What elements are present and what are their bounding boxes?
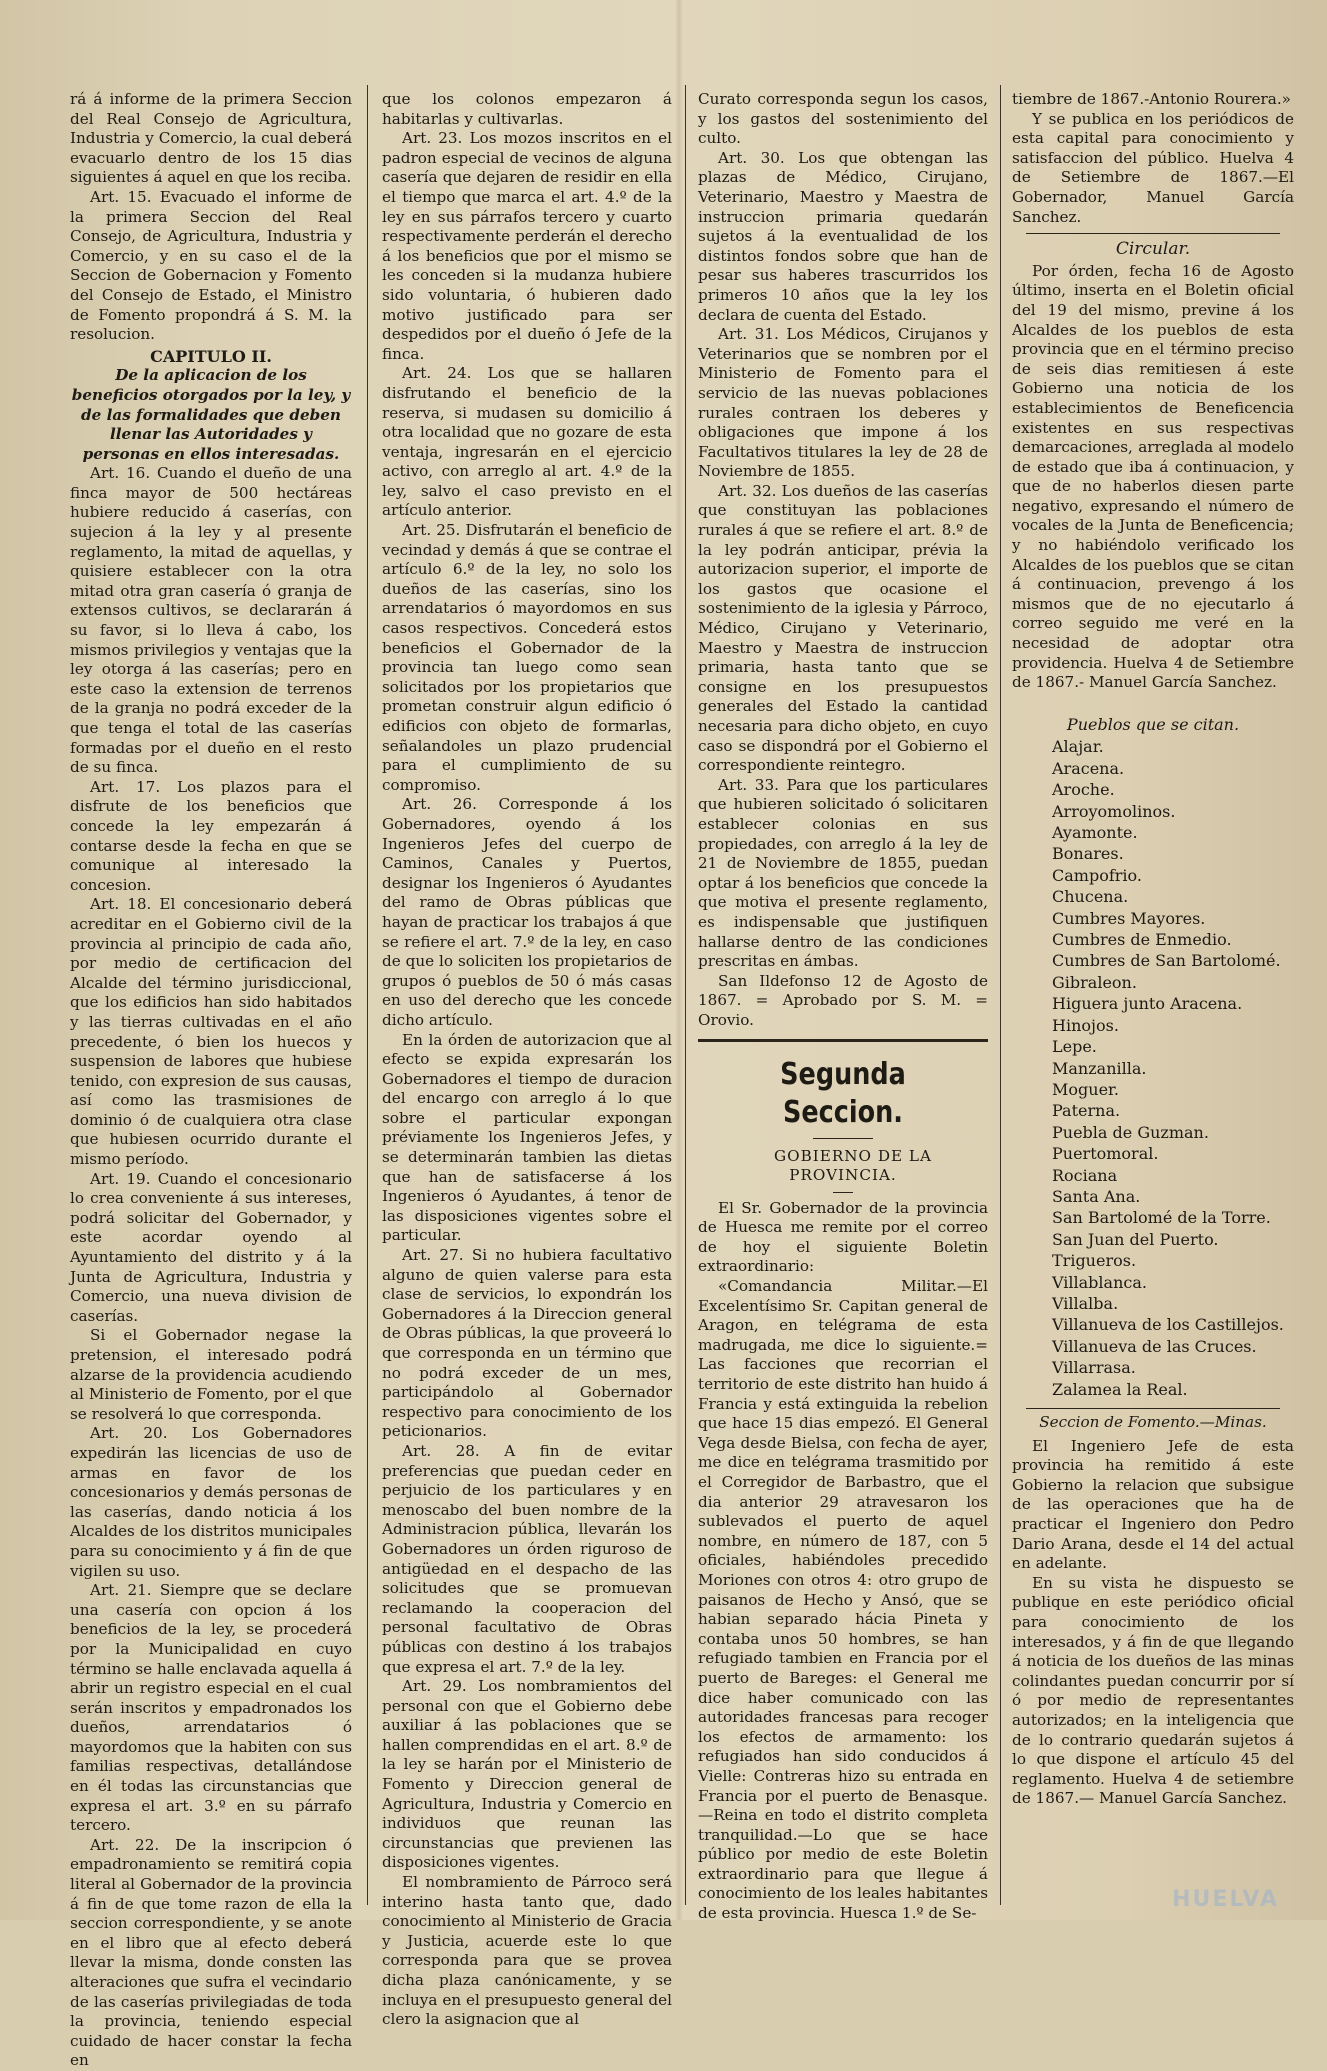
list-item: Santa Ana.: [1052, 1186, 1141, 1206]
chapter-subtitle: De la aplicacion de los beneficios otorgados por la ley, y de las formalidades que deben llenar las Autoridades y personas en ellos interesadas.: [71, 366, 351, 463]
list-item: Cumbres de Enmedio.: [1052, 930, 1232, 950]
paragraph: El Sr. Gobernador de la provincia de Huesca me remite por el correo de hoy el siguiente Boletin extraordinario:: [698, 1198, 988, 1276]
list-item: San Juan del Puerto.: [1052, 1229, 1219, 1249]
article-32: Art. 32. Los dueños de las caserías que constituyan las poblaciones rurales á que se refiere el art. 8.º de la ley podrán anticipar, prévia la autorizacion superior, el importe de los gastos que ocasione el sostenimiento de la iglesia y Párroco, Médico, Cirujano y Veterinario, Maestro y Maestra de instruccion primaria, hasta tanto que se consigne en los presupuestos generales del Estado la cantidad necesaria para dicho objeto, en cuyo caso se dispondrá por el Gobierno el correspondiente reintegro.: [698, 481, 988, 775]
article-31: Art. 31. Los Médicos, Cirujanos y Veterinarios que se nombren por el Ministerio de Fomento para el servicio de las nuevas poblaciones rurales contraen los deberes y obligaciones que impone á los Facultativos titulares la ley de 28 de Noviembre de 1855.: [698, 325, 988, 481]
chapter-title: CAPITULO II.: [150, 346, 272, 366]
column-2: [382, 90, 672, 2029]
list-item: Trigueros.: [1052, 1251, 1137, 1271]
paragraph: Y se publica en los periódicos de esta capital para conocimiento y satisfaccion del público. Huelva 4 de Setiembre de 1867.—El Gobernador, Manuel García Sanchez.: [1012, 109, 1294, 226]
paragraph: Curato corresponda segun los casos, y los gastos del sostenimiento del culto.: [698, 90, 988, 148]
list-item: Cumbres Mayores.: [1052, 908, 1206, 928]
list-item: Puebla de Guzman.: [1052, 1122, 1209, 1142]
article-30: Art. 30. Los que obtengan las plazas de Médico, Cirujano, Veterinario, Maestro y Maestra de instruccion primaria quedarán sujetos á la eventualidad de los distintos fondos sobre que han de pesar sus haberes trascurridos los primeros 10 años que la ley los declara de cuenta del Estado.: [698, 148, 988, 324]
circular-text: Por órden, fecha 16 de Agosto último, inserta en el Boletin oficial del 19 del mismo, previne á los Alcaldes de los pueblos de esta provincia que en el término preciso de seis dias remitiesen á este Gobierno una noticia de los establecimientos de Beneficencia existentes en sus respectivas demarcaciones, arreglada al modelo de estado que iba á continuacion, y que de no haberlos diesen parte negativo, expresando el número de vocales de la Junta de Beneficencia; y no habiéndolo verificado los Alcaldes de los pueblos que se citan á continuacion, prevengo á los mismos que de no ejecutarlo á correo seguido me veré en la necesidad de adoptar otra providencia. Huelva 4 de Setiembre de 1867.- Manuel García Sanchez.: [1012, 261, 1294, 692]
article-18: Art. 18. El concesionario deberá acreditar en el Gobierno civil de la provincia al principio de cada año, por medio de certificacion del Alcalde del término jurisdiccional, que los edificios han sido habitados y las tierras cultivadas en el año precedente, ó bien los huecos y suspension de labores que hubiese tenido, con expresion de sus causas, así como las trasmisiones de dominio ó de cualquiera otra clase que hubiesen ocurrido durante el mismo período.: [70, 895, 352, 1169]
list-item: Villanueva de las Cruces.: [1052, 1336, 1257, 1356]
column-rule: [367, 85, 368, 1905]
article-20: Art. 20. Los Gobernadores expedirán las licencias de uso de armas en favor de los concesionarios y demás personas de las caserías, dando noticia á los Alcaldes de los distritos municipales para su conocimiento y á fin de que vigilen su uso.: [70, 1424, 352, 1580]
section-divider: [698, 1039, 988, 1042]
article-19: Art. 19. Cuando el concesionario lo crea conveniente á sus intereses, podrá solicitar del Gobernador, y este acordar oyendo al Ayuntamiento del distrito y á la Junta de Agricultura, Industria y Comercio, una nueva division de caserías.: [70, 1169, 352, 1325]
column-3: [698, 90, 988, 1923]
section-subtitle: GOBIERNO DE LA PROVINCIA.: [774, 1146, 932, 1185]
paragraph: que los colonos empezaron á habitarlas y cultivarlas.: [382, 90, 672, 128]
list-item: Bonares.: [1052, 844, 1124, 864]
paragraph: Si el Gobernador negase la pretension, el interesado podrá alzarse de la providencia acudiendo al Ministerio de Fomento, por el que se resolverá lo que corresponda.: [70, 1326, 352, 1423]
list-item: Aracena.: [1052, 758, 1125, 778]
column-1: [70, 90, 352, 2070]
column-4: [1012, 90, 1294, 1900]
fomento-title: Seccion de Fomento.—Minas.: [1039, 1413, 1267, 1431]
watermark: HUELVA: [1172, 1887, 1279, 1912]
list-item: Chucena.: [1052, 887, 1129, 907]
pueblos-title: Pueblos que se citan.: [1066, 714, 1240, 734]
circular-title: Circular.: [1115, 239, 1191, 260]
article-25: Art. 25. Disfrutarán el beneficio de vecindad y demás á que se contrae el artículo 6.º de la ley, no solo los dueños de las caserías, sino los arrendatarios ó mayordomos en sus casos respectivos. Concederá estos beneficios el Gobernador de la provincia tan luego como sean solicitados por los propietarios que prometan construir algun edificio ó edificios con objeto de formarlas, señalandoles un plazo prudencial para el cumplimiento de su compromiso.: [382, 521, 672, 794]
list-item: Paterna.: [1052, 1101, 1121, 1121]
paragraph: «Comandancia Militar.—El Excelentísimo Sr. Capitan general de Aragon, en telégrama de esta madrugada, me dice lo siguiente.= Las facciones que recorrian el territorio de este distrito han huido á Francia y está extinguida la rebelion que hace 15 dias empezó. El General Vega desde Bielsa, con fecha de ayer, me dice en telégrama trasmitido por el Corregidor de Barbastro, que el dia anterior 29 atravesaron los sublevados el puerto de aquel nombre, en número de 187, con 5 oficiales, habiéndoles precedido Moriones con otros 4: otro grupo de paisanos de Hecho y Ansó, que se habian separado hácia Pineta y contaba unos 50 hombres, se han refugiado tambien en Francia por el puerto de Bareges: el General me dice haber comunicado con las autoridades francesas para recoger los efectos de armamento: los refugiados han sido conducidos á Vielle: Contreras hizo su entrada en Francia por el puerto de Benasque. —Reina en todo el distrito completa tranquilidad.—Lo que se hace público por medio de este Boletin extraordinario para que llegue á conocimiento de los leales habitantes de esta provincia. Huesca 1.º de Se-: [698, 1277, 988, 1923]
divider: [833, 1192, 853, 1193]
list-item: Alajar.: [1052, 737, 1104, 757]
paragraph: En la órden de autorizacion que al efecto se expida expresarán los Gobernadores el tiempo de duracion del encargo con arreglo á lo que sobre el particular expongan préviamente los Ingenieros Jefes, y se determinarán tambien las dietas que han de satisfacerse á los Ingenieros ó Ayudantes, á tenor de las disposiciones vigentes sobre el particular.: [382, 1030, 672, 1245]
list-item: Higuera junto Aracena.: [1052, 994, 1243, 1014]
signature-line: San Ildefonso 12 de Agosto de 1867. = Aprobado por S. M. = Orovio.: [698, 971, 988, 1029]
list-item: San Bartolomé de la Torre.: [1052, 1208, 1271, 1228]
section-title: Segunda Seccion.: [780, 1056, 906, 1130]
list-item: Villablanca.: [1052, 1272, 1147, 1292]
list-item: Rociana: [1052, 1165, 1118, 1185]
list-item: Hinojos.: [1052, 1015, 1119, 1035]
list-item: Puertomoral.: [1052, 1144, 1159, 1164]
column-rule: [1000, 85, 1001, 1905]
divider: [1026, 1408, 1280, 1409]
list-item: Villanueva de los Castillejos.: [1052, 1315, 1284, 1335]
article-27: Art. 27. Si no hubiera facultativo alguno de quien valerse para esta clase de servicios, lo expondrán los Gobernadores á la Direccion general de Obras públicas, la que proveerá lo que corresponda en un término que no podrá exceder de un mes, participándolo al Gobernador respectivo para conocimiento de los peticionarios.: [382, 1246, 672, 1441]
list-item: Campofrio.: [1052, 865, 1142, 885]
article-17: Art. 17. Los plazos para el disfrute de los beneficios que concede la ley empezarán á contarse desde la fecha en que se comunique al interesado la concesion.: [70, 777, 352, 894]
article-16: Art. 16. Cuando el dueño de una finca mayor de 500 hectáreas hubiere reducido á caserías, con sujecion á la ley y al presente reglamento, la mitad de aquellas, y quisiere establecer con la otra mitad otra gran casería ó granja de extensos cultivos, se declararán á su favor, si lo lleva á cabo, los mismos privilegios y ventajas que la ley otorga á las caserías; pero en este caso la extension de terrenos de la granja no podrá exceder de la que tenga el total de las caserías formadas por el dueño en el resto de su finca.: [70, 464, 352, 777]
article-15: Art. 15. Evacuado el informe de la primera Seccion del Real Consejo, de Agricultura, Industria y Comercio, y en su caso el de la Seccion de Gobernacion y Fomento del Consejo de Estado, el Ministro de Fomento propondrá á S. M. la resolucion.: [70, 187, 352, 344]
list-item: Arroyomolinos.: [1052, 801, 1176, 821]
list-item: Manzanilla.: [1052, 1058, 1147, 1078]
list-item: Zalamea la Real.: [1052, 1379, 1188, 1399]
page-fold: [675, 0, 683, 1920]
column-rule: [685, 85, 686, 1905]
article-23: Art. 23. Los mozos inscritos en el padron especial de vecinos de alguna casería que dejaren de residir en ella el tiempo que marca el art. 4.º de la ley en sus párrafos tercero y cuarto respectivamente perderán el derecho á los beneficios que por el mismo se les conceden si la mudanza hubiere sido voluntaria, ó hubieren dado motivo justificado para ser despedidos por el dueño ó Jefe de la finca.: [382, 129, 672, 363]
divider: [1026, 233, 1280, 234]
article-21: Art. 21. Siempre que se declare una casería con opcion á los beneficios de la ley, se procederá por la Municipalidad en cuyo término se halle enclavada aquella á abrir un registro especial en el cual serán inscritos y empadronados los dueños, arrendatarios ó mayordomos que la habiten con sus familias respectivas, detallándose en él todas las circunstancias que expresa el art. 3.º en su párrafo tercero.: [70, 1581, 352, 1835]
list-item: Aroche.: [1052, 780, 1115, 800]
paragraph: El Ingeniero Jefe de esta provincia ha remitido á este Gobierno la relacion que subsigue de las operaciones que ha de practicar el Ingeniero don Pedro Dario Arana, desde el 14 del actual en adelante.: [1012, 1436, 1294, 1573]
article-22: Art. 22. De la inscripcion ó empadronamiento se remitirá copia literal al Gobernador de la provincia á fin de que tome razon de ella la seccion correspondiente, y se anote en el libro que al efecto deberá llevar la misma, donde consten las alteraciones que sufra el vecindario de las caserías privilegiadas de toda la provincia, teniendo especial cuidado de hacer constar la fecha en: [70, 1835, 352, 2070]
list-item: Villarrasa.: [1052, 1358, 1136, 1378]
paragraph: tiembre de 1867.-Antonio Rourera.»: [1012, 90, 1291, 108]
list-item: Lepe.: [1052, 1037, 1097, 1057]
pueblos-list: [1052, 736, 1294, 1400]
list-item: Ayamonte.: [1052, 823, 1138, 843]
paragraph: rá á informe de la primera Seccion del Real Consejo de Agricultura, Industria y Comercio, la cual deberá evacuarlo dentro de los 15 dias siguientes á aquel en que los reciba.: [70, 90, 352, 187]
divider: [813, 1138, 873, 1139]
list-item: Gibraleon.: [1052, 972, 1137, 992]
list-item: Cumbres de San Bartolomé.: [1052, 951, 1281, 971]
article-33: Art. 33. Para que los particulares que hubieren solicitado ó solicitaren establecer colonias en sus propiedades, con arreglo á la ley de 21 de Noviembre de 1855, puedan optar á los beneficios que concede la que motiva el presente reglamento, es indispensable que justifiquen hallarse dentro de las condiciones prescritas en ámbas.: [698, 775, 988, 971]
paragraph: En su vista he dispuesto se publique en este periódico oficial para conocimiento de los interesados, y á fin de que llegando á noticia de los dueños de las minas colindantes puedan concurrir por sí ó por medio de representantes autorizados; en la inteligencia que de lo contrario quedarán sujetos á lo que dispone el artículo 45 del reglamento. Huelva 4 de setiembre de 1867.— Manuel García Sanchez.: [1012, 1573, 1294, 1808]
article-29: Art. 29. Los nombramientos del personal con que el Gobierno debe auxiliar á las poblaciones que se hallen comprendidas en el art. 8.º de la ley se harán por el Ministerio de Fomento y Direccion general de Agricultura, Industria y Comercio en individuos que reunan las circunstancias que previenen las disposiciones vigentes.: [382, 1677, 672, 1872]
paragraph: El nombramiento de Párroco será interino hasta tanto que, dado conocimiento al Ministerio de Gracia y Justicia, acuerde este lo que corresponda para que se provea dicha plaza canónicamente, y se incluya en el presupuesto general del clero la asignacion que al: [382, 1873, 672, 2029]
article-24: Art. 24. Los que se hallaren disfrutando el beneficio de la reserva, si mudasen su domicilio á otra localidad que no gozare de esta ventaja, ingresarán en el ejercicio activo, con arreglo al art. 4.º de la ley, salvo el caso previsto en el artículo anterior.: [382, 364, 672, 520]
list-item: Moguer.: [1052, 1079, 1120, 1099]
list-item: Villalba.: [1052, 1293, 1119, 1313]
article-28: Art. 28. A fin de evitar preferencias que puedan ceder en perjuicio de los particulares y en menoscabo del buen nombre de la Administracion pública, llevarán los Gobernadores un órden riguroso de antigüedad en el despacho de las solicitudes que se promuevan reclamando la cooperacion del personal facultativo de Obras públicas con destino á los trabajos que expresa el art. 7.º de la ley.: [382, 1441, 672, 1676]
article-26: Art. 26. Corresponde á los Gobernadores, oyendo á los Ingenieros Jefes del cuerpo de Caminos, Canales y Puertos, designar los Ingenieros ó Ayudantes del ramo de Obras públicas que hayan de practicar los trabajos á que se refiere el art. 7.º de la ley, en caso de que lo soliciten los propietarios de grupos ó pueblos de 50 ó más casas en uso del derecho que les concede dicho artículo.: [382, 795, 672, 1029]
